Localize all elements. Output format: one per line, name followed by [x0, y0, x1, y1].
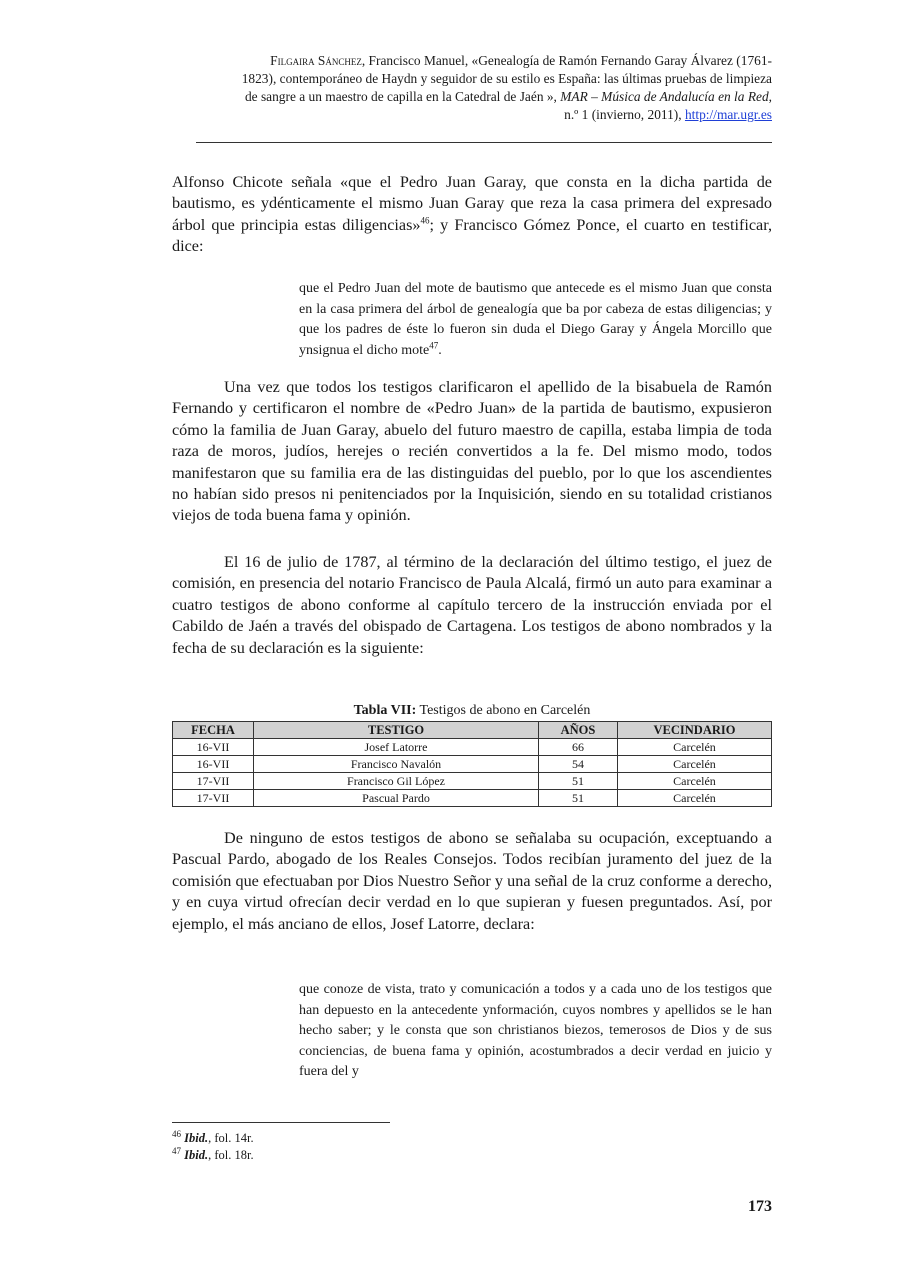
- header-author: Filgaira Sánchez: [270, 53, 362, 68]
- cell-testigo: Francisco Navalón: [254, 756, 539, 773]
- table-row: [173, 773, 772, 790]
- cell-testigo: Pascual Pardo: [254, 790, 539, 807]
- running-header: [172, 52, 772, 124]
- footnote-46: $^{46}$ Ibid., fol. 14r.: [172, 1128, 254, 1145]
- header-line-1: [172, 52, 772, 70]
- cell-fecha: 17-VII: [173, 773, 254, 790]
- paragraph-2: Una vez que todos los testigos clarificaron el apellido de la bisabuela de Ramón Fernando y certificaron el nombre de «Pedro Juan» de la partida de bautismo, expusieron cómo la familia de Juan Garay, abuelo del futuro maestro de capilla, estaba limpia de toda raza de moros, judíos, herejes o recién convertidos a la fe. Del mismo modo, todos manifestaron que su familia era de las distinguidas del pueblo, por lo que los ascendientes no habían sido presos ni penitenciados por la Inquisición, siendo en su totalidad cristianos viejos de toda buena fama y opinión.: [172, 378, 772, 525]
- cell-fecha: 16-VII: [173, 739, 254, 756]
- table-caption-text: Testigos de abono en Carcelén: [416, 703, 591, 718]
- block-quote-1: que el Pedro Juan del mote de bautismo que antecede es el mismo Juan que consta en la casa primera del árbol de genealogía que ba por cabeza de estas diligencias; y que los padres de éste lo fueron sin duda el Diego Garay y Ángela Morcillo que ynsignua el dicho mote$^{47}$.: [299, 281, 772, 358]
- header-testigo: TESTIGO: [254, 722, 539, 739]
- footnote-ref-47[interactable]: 47: [429, 340, 439, 351]
- paragraph-4: De ninguno de estos testigos de abono se señalaba su ocupación, exceptuando a Pascual Pardo, abogado de los Reales Consejos. Todos recibían juramento del juez de la comisión que efectuaban por Dios Nuestro Señor y una señal de la cruz conforme a derecho, y en cuya virtud ofrecían decir verdad en lo que supieran y fuesen preguntados. Así, por ejemplo, el más anciano de ellos, Josef Latorre, declara:: [172, 829, 772, 933]
- table-header-row: [173, 722, 772, 739]
- paragraph-1: Alfonso Chicote señala «que el Pedro Juan Garay, que consta en la dicha partida de bautismo, es ydénticamente el mismo Juan Garay que reza la casa primera del expresado árbol que principia estas diligencias»$^{46}$; y Francisco Gómez Ponce, el cuarto en testificar, dice:: [172, 173, 772, 256]
- cell-anos: 66: [539, 739, 618, 756]
- footnote-ref-46[interactable]: 46: [420, 215, 430, 226]
- block-quote-2: que conoze de vista, trato y comunicación a todos y a cada uno de los testigos que han depuesto en la antecedente ynformación, cuyos nombres y apellidos se le han hecho saber; y le consta que son christianos biezos, temerosos de Dios y de sus conciencias, de buena fama y opinión, acostumbrados a decir verdad en juicio y fuera del y: [299, 982, 772, 1080]
- table-row: [173, 756, 772, 773]
- cell-vecindario: Carcelén: [618, 756, 772, 773]
- cell-testigo: Francisco Gil López: [254, 773, 539, 790]
- header-line-4: n.º 1 (invierno, 2011), http://mar.ugr.es: [564, 107, 772, 122]
- cell-fecha: 16-VII: [173, 756, 254, 773]
- cell-vecindario: Carcelén: [618, 773, 772, 790]
- footnote-rule: [172, 1122, 390, 1123]
- cell-anos: 54: [539, 756, 618, 773]
- cell-vecindario: Carcelén: [618, 790, 772, 807]
- header-vecindario: VECINDARIO: [618, 722, 772, 739]
- header-rule: [196, 142, 772, 143]
- header-line-1-rest: , Francisco Manuel, «Genealogía de Ramón Fernando Garay Álvarez (1761-: [361, 53, 772, 68]
- footnote-47: $^{47}$ Ibid., fol. 18r.: [172, 1145, 254, 1162]
- paragraph-3: El 16 de julio de 1787, al término de la declaración del último testigo, el juez de comisión, en presencia del notario Francisco de Paula Alcalá, firmó un auto para examinar a cuatro testigos de abono conforme al capítulo tercero de la instrucción enviada por el Cabildo de Jaén a través del obispado de Cartagena. Los testigos de abono nombrados y la fecha de su declaración es la siguiente:: [172, 553, 772, 657]
- header-line-3: de sangre a un maestro de capilla en la Catedral de Jaén », MAR – Música de Andalucía en la Red,: [244, 89, 772, 104]
- table-caption: [172, 702, 772, 720]
- table-row: [173, 739, 772, 756]
- footnotes: [172, 1130, 254, 1164]
- header-fecha: FECHA: [173, 722, 254, 739]
- cell-fecha: 17-VII: [173, 790, 254, 807]
- cell-testigo: Josef Latorre: [254, 739, 539, 756]
- header-line-2: 1823), contemporáneo de Haydn y seguidor de su estilo es España: las últimas pruebas de limpieza: [241, 71, 772, 86]
- journal-title: MAR – Música de Andalucía en la Red: [560, 89, 769, 104]
- table-row: [173, 790, 772, 807]
- table-caption-label: Tabla VII:: [353, 703, 417, 718]
- cell-vecindario: Carcelén: [618, 739, 772, 756]
- witness-table: [172, 721, 772, 807]
- journal-link[interactable]: http://mar.ugr.es: [684, 107, 772, 122]
- page-number: 173: [748, 1198, 772, 1215]
- cell-anos: 51: [539, 790, 618, 807]
- cell-anos: 51: [539, 773, 618, 790]
- header-anos: AÑOS: [539, 722, 618, 739]
